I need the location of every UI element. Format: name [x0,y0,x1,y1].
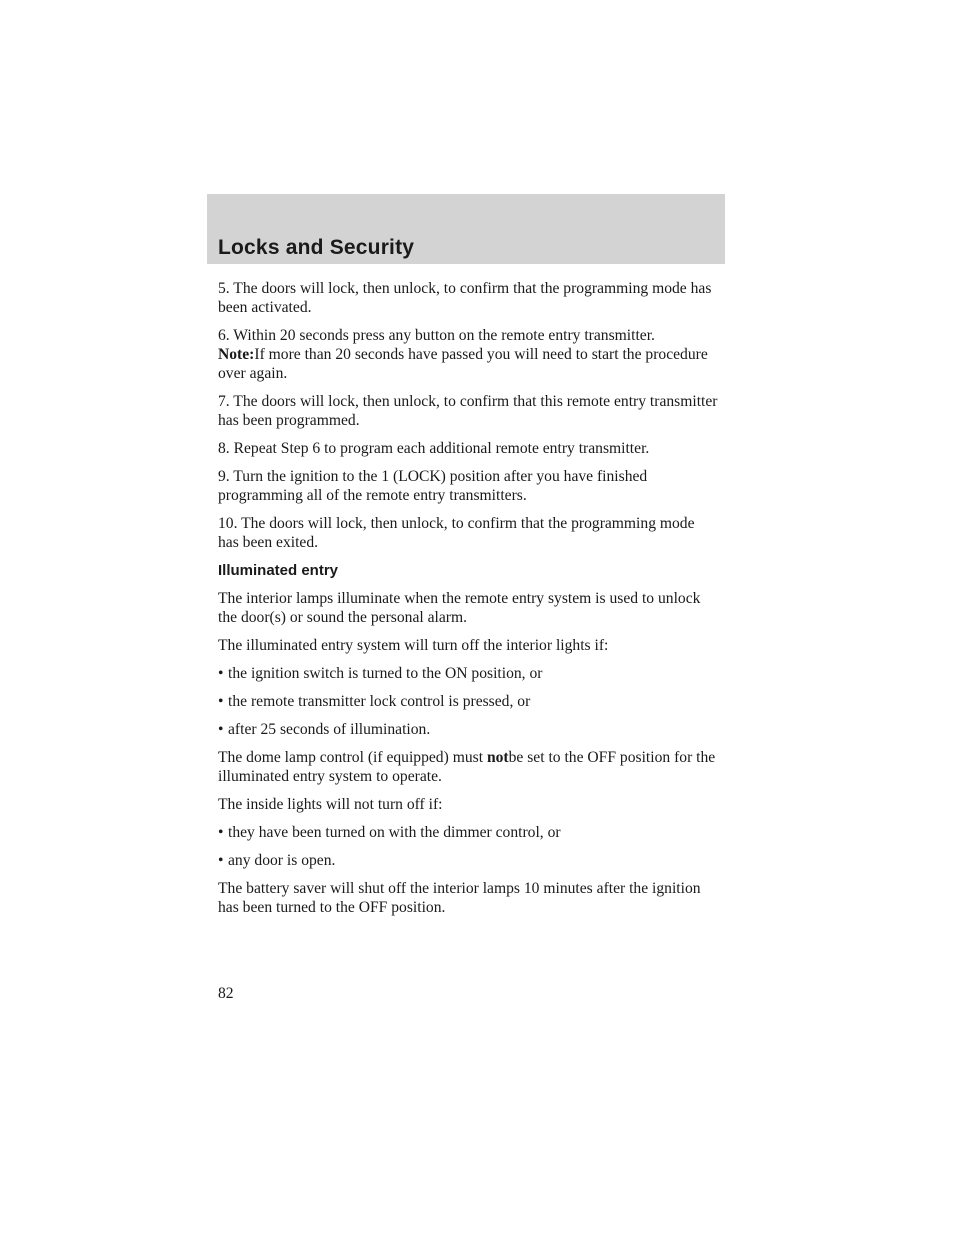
bullet-icon: • [218,693,224,710]
list-item [218,851,718,870]
note-label: Note: [218,346,255,363]
step-7: 7. The doors will lock, then unlock, to confirm that this remote entry transmitter has been programmed. [218,393,718,429]
page-number: 82 [218,985,234,1002]
list-item-text: the remote transmitter lock control is pressed, or [228,693,531,710]
section-header-band [207,194,725,264]
list-item-text: they have been turned on with the dimmer control, or [228,824,561,841]
list-item-text: the ignition switch is turned to the ON position, or [228,665,543,682]
turn-off-intro: The illuminated entry system will turn off the interior lights if: [218,637,609,654]
step-9: 9. Turn the ignition to the 1 (LOCK) position after you have finished programming all of the remote entry transmitters. [218,468,648,504]
list-item [218,720,718,739]
dome-lamp-paragraph [218,748,718,786]
bullet-icon: • [218,852,224,869]
step-6: 6. Within 20 seconds press any button on the remote entry transmitter. [218,327,655,344]
step-8: 8. Repeat Step 6 to program each additional remote entry transmitter. [218,440,650,457]
bullet-icon: • [218,665,224,682]
dome-text-post: be set to the OFF position for the illuminated entry system to operate. [218,749,716,785]
section-title: Locks and Security [218,236,415,259]
list-item [218,823,718,842]
dome-text-emphasis: not [486,749,509,766]
battery-saver-paragraph: The battery saver will shut off the interior lamps 10 minutes after the ignition has been turned to the OFF position. [218,880,701,916]
list-item-text: after 25 seconds of illumination. [228,721,431,738]
note [218,345,718,383]
dome-text-pre: The dome lamp control (if equipped) must [218,749,487,766]
note-text: If more than 20 seconds have passed you will need to start the procedure over again. [218,346,708,382]
not-off-intro: The inside lights will not turn off if: [218,796,443,813]
list-item [218,664,718,683]
illuminated-entry-intro: The interior lamps illuminate when the remote entry system is used to unlock the door(s) or sound the personal alarm. [218,590,701,626]
step-10: 10. The doors will lock, then unlock, to confirm that the programming mode has been exited. [218,515,695,551]
list-item-text: any door is open. [228,852,336,869]
bullet-icon: • [218,721,224,738]
page-content [218,279,718,926]
bullet-icon: • [218,824,224,841]
list-item [218,692,718,711]
step-5: 5. The doors will lock, then unlock, to confirm that the programming mode has been activated. [218,280,712,316]
illuminated-entry-heading: Illuminated entry [218,562,339,579]
